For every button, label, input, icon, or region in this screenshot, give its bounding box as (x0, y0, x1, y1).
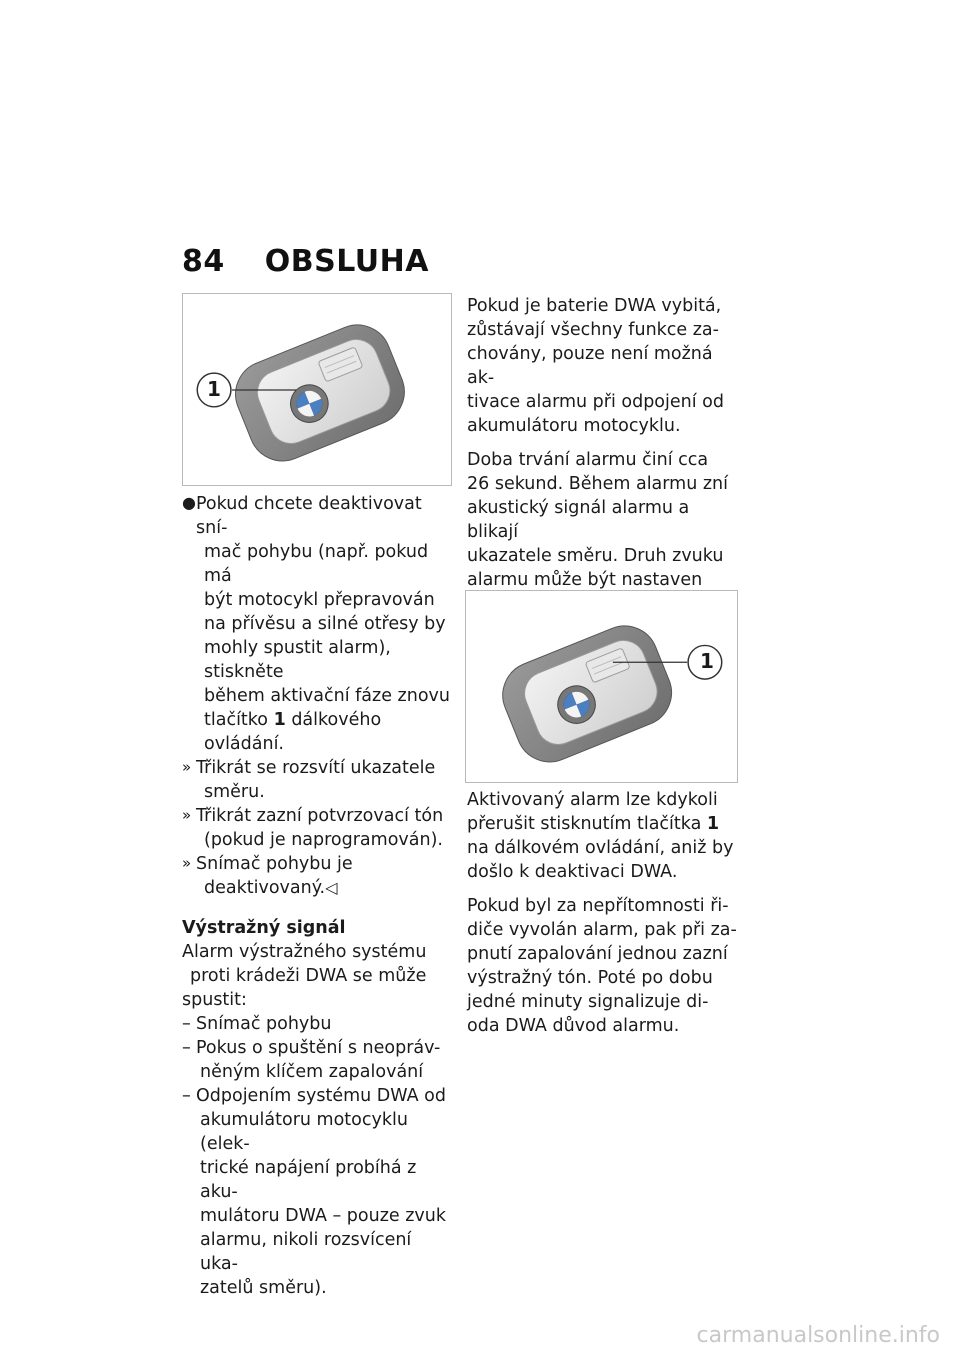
intro-line: proti krádeži DWA se může (190, 966, 427, 986)
dash-item: – Pokus o spuštění s neopráv- něným klíčem zapalování (182, 1038, 441, 1082)
result-item: » Třikrát se rozsvítí ukazatele směru. (182, 758, 436, 802)
intro-line: spustit: (182, 990, 247, 1010)
paragraph: Pokud byl za nepřítomnosti ři- diče vyvolán alarm, pak při za- pnutí zapalování jednou zazní výstražný tón. Poté po dobu jedné minuty signalizuje di- oda DWA důvod alarmu. (467, 896, 737, 1036)
key-fob-figure-1 (182, 293, 452, 486)
result-item: » Třikrát zazní potvrzovací tón (pokud je naprogramován). (182, 806, 444, 850)
left-column (182, 492, 454, 1300)
bullet-line: být motocykl přepravován (204, 590, 435, 610)
key-fob-illustration (466, 591, 737, 782)
result-item: » Snímač pohybu je deaktivovaný.◁ (182, 854, 353, 898)
paragraph: Pokud je baterie DWA vybitá, zůstávají všechny funkce za- chovány, pouze není možná ak- tivace alarmu při odpojení od akumulátoru motocyklu. (467, 296, 724, 436)
dash-item: – Snímač pohybu (182, 1014, 332, 1034)
bullet-line: na přívěsu a silné otřesy by (204, 614, 446, 634)
right-column-bottom (467, 788, 745, 1048)
section-title: OBSLUHA (264, 244, 429, 279)
page-number: 84 (182, 244, 225, 279)
end-mark-icon: ◁ (325, 878, 338, 897)
key-fob-figure-2 (465, 590, 738, 783)
bullet-line: Pokud chcete deaktivovat sní- (196, 494, 422, 538)
section-heading: Výstražný signál (182, 918, 346, 938)
instruction-bullet (182, 492, 454, 756)
paragraph: Aktivovaný alarm lze kdykoli přerušit stisknutím tlačítka 1 na dálkovém ovládání, aniž by došlo k deaktivaci DWA. (467, 790, 734, 882)
bullet-line: mohly spustit alarm), stiskněte (204, 638, 391, 682)
paragraph: Doba trvání alarmu činí cca 26 sekund. Během alarmu zní akustický signál alarmu a blikají ukazatele směru. Druh zvuku alarmu může být nastaven (467, 450, 729, 590)
watermark: carmanualsonline.info (696, 1323, 940, 1348)
bullet-marker: ● (182, 493, 196, 512)
bullet-line: mač pohybu (např. pokud má (204, 542, 429, 586)
callout-label-1: 1 (207, 377, 221, 401)
bullet-line: během aktivační fáze znovu (204, 686, 450, 706)
intro-line: Alarm výstražného systému (182, 942, 427, 962)
dash-item: – Odpojením systému DWA od akumulátoru motocyklu (elek- trické napájení probíhá z aku- mulátoru DWA – pouze zvuk alarmu, nikoli rozsvícení uka- zatelů směru). (182, 1086, 446, 1298)
page-header (182, 244, 429, 279)
callout-label-1: 1 (700, 649, 714, 673)
bullet-line: tlačítko 1 dálkového ovládání. (204, 710, 382, 754)
